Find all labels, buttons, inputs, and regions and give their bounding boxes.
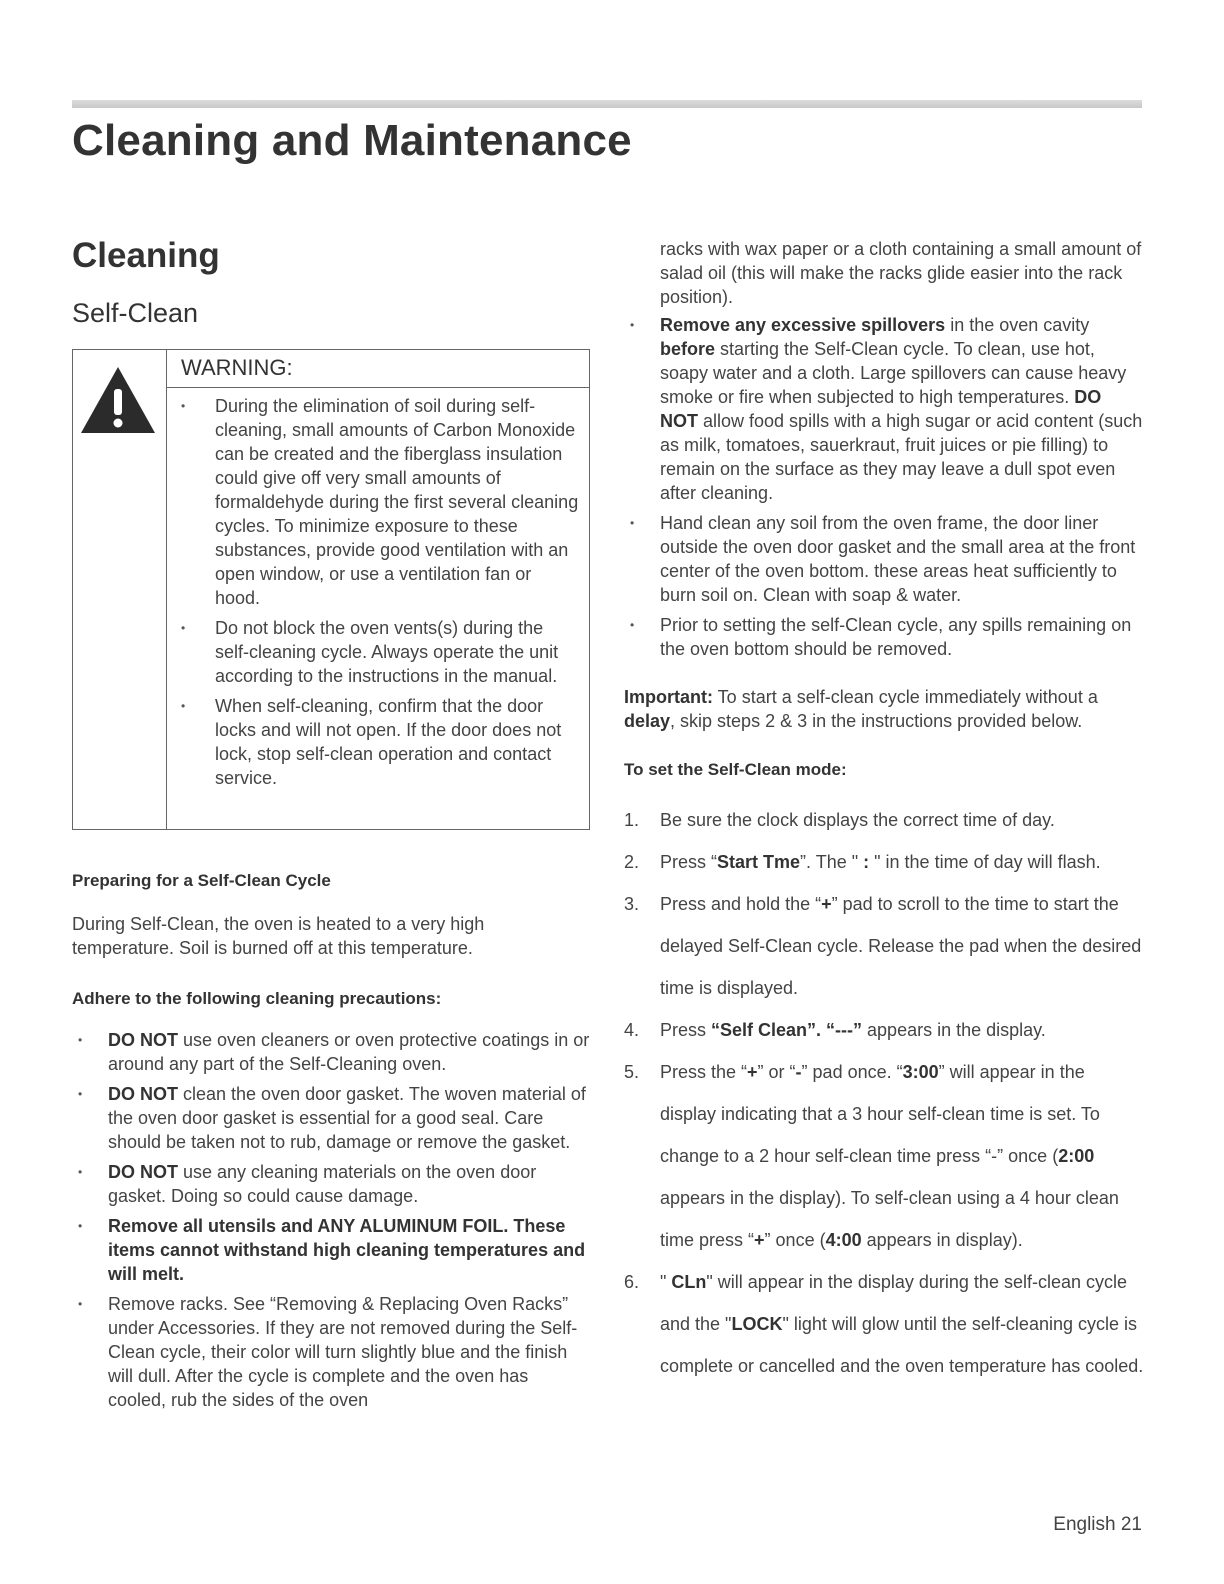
step-bold: -: [795, 1062, 802, 1082]
step-bold: CLn: [671, 1272, 707, 1292]
step-bold: :: [863, 852, 870, 872]
important-note: [624, 685, 1144, 733]
step-text: " in the time of day will flash.: [869, 852, 1101, 872]
step-bold: Start Tme: [717, 852, 801, 872]
cleaning-bullet: • Hand clean any soil from the oven frame, the door liner outside the oven door gasket and the small area at the front center of the oven bottom. these areas heat sufficiently to burn soil on. Clean with soap & water.: [624, 511, 1144, 607]
precaution-text: Remove racks. See “Removing & Replacing Oven Racks” under Accessories. If they are not removed during the Self-Clean cycle, their color will turn slightly blue and the finish will dull. After the cycle is complete and the oven has cooled, rub the sides of the oven: [108, 1294, 578, 1410]
step-text: ”. The ": [800, 852, 864, 872]
important-text: To start a self-clean cycle immediately without a: [713, 687, 1098, 707]
step-text: Press and hold the “: [660, 894, 822, 914]
precaution-item: [72, 1082, 590, 1154]
warning-item: • Do not block the oven vents(s) during the self-cleaning cycle. Always operate the unit according to the instructions in the manual.: [167, 616, 579, 688]
page-title: Cleaning and Maintenance: [72, 116, 632, 165]
warning-item: • During the elimination of soil during self-cleaning, small amounts of Carbon Monoxide can be created and the fiberglass insulation could give off very small amounts of formaldehyde during the first several cleaning cycles. To minimize exposure to these substances, provide good ventilation with an open window, or use a ventilation fan or hood.: [167, 394, 579, 610]
precaution-bold: DO NOT: [108, 1162, 178, 1182]
precaution-item: [72, 1214, 590, 1286]
warning-content: [167, 350, 589, 829]
header-rule: [72, 100, 1142, 108]
step-text: appears in the display). To self-clean using a 4 hour clean time press “: [660, 1188, 1119, 1250]
important-text: , skip steps 2 & 3 in the instructions provided below.: [670, 711, 1083, 731]
step-text: appears in the display.: [862, 1020, 1046, 1040]
left-column: [72, 236, 590, 1418]
step-number: 5.: [624, 1062, 640, 1082]
step-text: Press the “: [660, 1062, 748, 1082]
preparing-text: During Self-Clean, the oven is heated to a very high temperature. Soil is burned off at this temperature.: [72, 914, 485, 958]
precautions-list: [72, 1028, 590, 1412]
step-bold: 3:00: [902, 1062, 939, 1082]
step-item: [624, 1051, 1144, 1261]
precaution-text: use oven cleaners or oven protective coatings in or around any part of the Self-Cleaning oven.: [108, 1030, 590, 1074]
cleaning-bullets: [624, 313, 1144, 661]
bullet-text: allow food spills with a high sugar or acid content (such as milk, tomatoes, sauerkraut, fruit juices or pie filling) to remain on the surface as they may leave a dull spot even after cleaning.: [660, 411, 1143, 503]
bullet-bold: Remove any excessive spillovers: [660, 315, 946, 335]
step-text: ": [660, 1272, 672, 1292]
cleaning-bullet: [624, 313, 1144, 505]
continued-text: racks with wax paper or a cloth containing a small amount of salad oil (this will make the racks glide easier into the rack position).: [660, 239, 1142, 307]
step-number: 4.: [624, 1020, 640, 1040]
step-bold: +: [754, 1230, 765, 1250]
step-bold: +: [747, 1062, 758, 1082]
precaution-bold: DO NOT: [108, 1030, 178, 1050]
step-bold: “Self Clean”. “---”: [711, 1020, 863, 1040]
precaution-bold: Remove all utensils and ANY ALUMINUM FOIL. These items cannot withstand high cleaning temperatures and will melt.: [108, 1216, 586, 1284]
step-text: " light will glow until the self-cleaning cycle is complete or cancelled and the oven temperature has cooled.: [660, 1314, 1144, 1376]
step-number: 1.: [624, 810, 640, 830]
step-number: 2.: [624, 852, 640, 872]
step-text: appears in display).: [861, 1230, 1023, 1250]
cleaning-bullet: • Prior to setting the self-Clean cycle, any spills remaining on the oven bottom should be removed.: [624, 613, 1144, 661]
step-item: [624, 799, 1144, 841]
step-text: ” will appear in the display indicating that a 3 hour self-clean time is set. To change to a 2 hour self-clean time press “-” once (: [660, 1062, 1100, 1166]
preparing-heading: Preparing for a Self-Clean Cycle: [72, 871, 331, 890]
step-bold: 4:00: [825, 1230, 862, 1250]
precaution-item: [72, 1028, 590, 1076]
warning-item: • When self-cleaning, confirm that the door locks and will not open. If the door does not lock, stop self-clean operation and contact service.: [167, 694, 579, 790]
step-bold: 2:00: [1058, 1146, 1095, 1166]
step-number: 3.: [624, 894, 640, 914]
important-bold: delay: [624, 711, 671, 731]
step-text: Press: [660, 1020, 712, 1040]
step-item: [624, 883, 1144, 1009]
steps-list: [624, 799, 1144, 1387]
step-text: Be sure the clock displays the correct time of day.: [660, 810, 1055, 830]
step-item: [624, 841, 1144, 883]
precaution-item: [72, 1160, 590, 1208]
step-text: ” or “: [757, 1062, 796, 1082]
warning-title: WARNING:: [167, 350, 589, 388]
setmode-heading: To set the Self-Clean mode:: [624, 760, 847, 779]
step-bold: LOCK: [731, 1314, 783, 1334]
precautions-heading: Adhere to the following cleaning precautions:: [72, 989, 442, 1008]
precaution-bold: DO NOT: [108, 1084, 178, 1104]
section-title: Cleaning: [72, 236, 220, 275]
step-item: [624, 1261, 1144, 1387]
warning-list: [167, 394, 589, 790]
step-text: ” pad to scroll to the time to start the delayed Self-Clean cycle. Release the pad when the desired time is displayed.: [660, 894, 1142, 998]
precaution-text: use any cleaning materials on the oven door gasket. Doing so could cause damage.: [108, 1162, 537, 1206]
precaution-text: clean the oven door gasket. The woven material of the oven door gasket is essential for a good seal. Care should be taken not to rub, damage or remove the gasket.: [108, 1084, 586, 1152]
precaution-item: [72, 1292, 590, 1412]
bullet-bold: before: [660, 339, 716, 359]
right-column: [624, 237, 1144, 1387]
page-number: English 21: [1053, 1514, 1142, 1535]
step-item: [624, 1009, 1144, 1051]
warning-icon-cell: [73, 350, 167, 829]
bullet-bold: DO NOT: [660, 387, 1102, 431]
step-bold: +: [821, 894, 832, 914]
important-label: Important:: [624, 687, 713, 707]
step-text: ” pad once. “: [801, 1062, 903, 1082]
step-number: 6.: [624, 1272, 640, 1292]
step-text: " will appear in the display during the self-clean cycle and the ": [660, 1272, 1127, 1334]
warning-box: [72, 349, 590, 830]
warning-triangle-icon: [79, 365, 157, 435]
step-text: ” once (: [764, 1230, 826, 1250]
step-text: Press “: [660, 852, 718, 872]
bullet-text: starting the Self-Clean cycle. To clean, use hot, soapy water and a cloth. Large spillovers can cause heavy smoke or fire when subjected to high temperatures.: [660, 339, 1127, 407]
subsection-title: Self-Clean: [72, 298, 199, 328]
bullet-text: in the oven cavity: [945, 315, 1090, 335]
